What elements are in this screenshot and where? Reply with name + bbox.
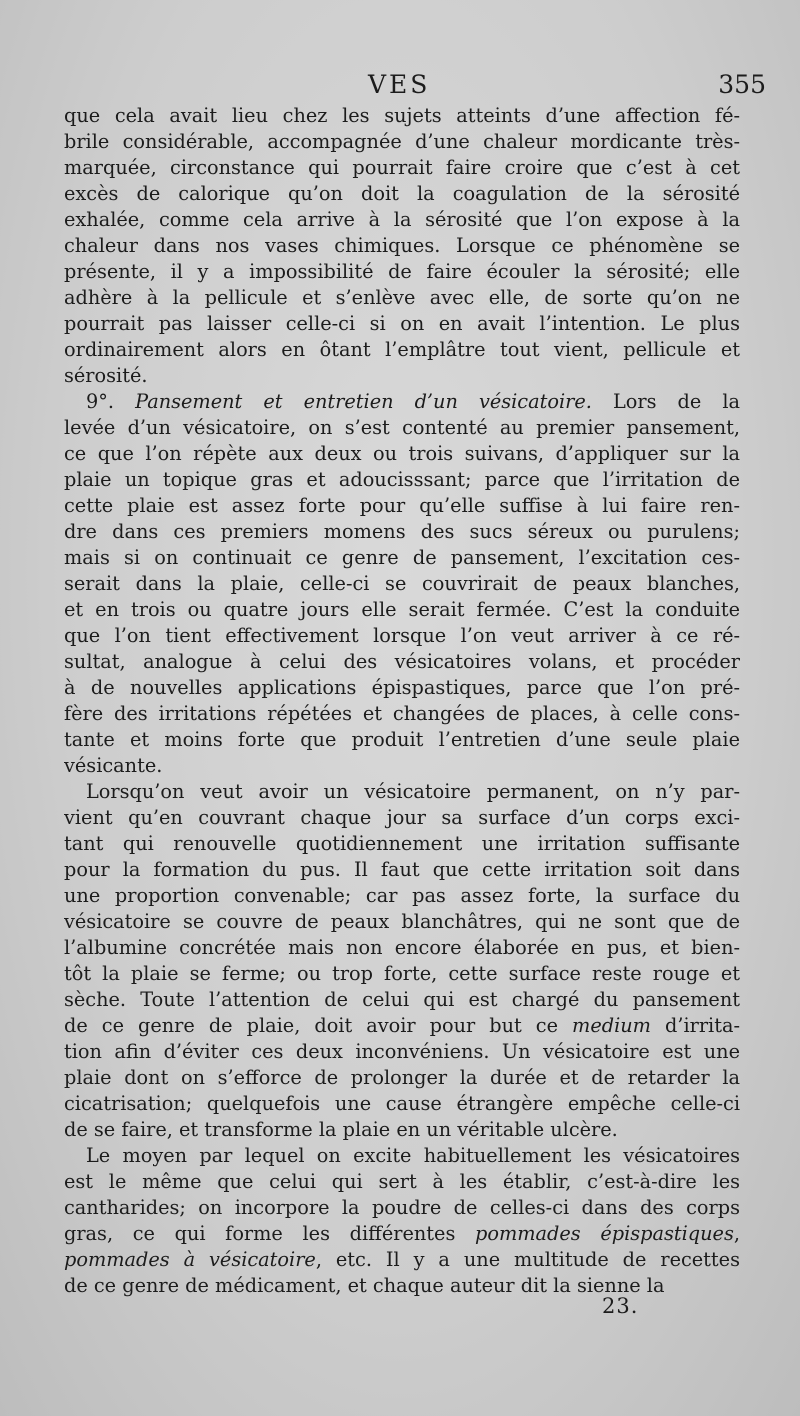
text-segment: que cela avait lieu chez les sujets atteints d’une affection fé- (64, 104, 740, 127)
text-line (64, 1143, 740, 1169)
text-segment: cette plaie est assez forte pour qu’elle suffise à lui faire ren- (64, 494, 740, 517)
text-line (64, 519, 740, 545)
text-segment: brile considérable, accompagnée d’une chaleur mordicante très- (64, 130, 740, 153)
text-segment: à de nouvelles applications épispastiques, parce que l’on pré- (64, 676, 740, 699)
text-segment: plaie dont on s’efforce de prolonger la durée et de retarder la (64, 1066, 740, 1089)
text-line (64, 727, 740, 753)
page-number: 355 (718, 70, 766, 99)
signature-mark: 23. (602, 1294, 639, 1318)
text-segment: Lors de la (591, 390, 740, 413)
text-segment: Lorsqu’on veut avoir un vésicatoire permanent, on n’y par- (86, 780, 740, 803)
text-segment: , (733, 1222, 740, 1245)
text-line (64, 1091, 740, 1117)
text-segment: l’albumine concrétée mais non encore élaborée en pus, et bien- (64, 936, 740, 959)
text-line (64, 441, 740, 467)
text-segment: cicatrisation; quelquefois une cause étrangère empêche celle-ci (64, 1092, 740, 1115)
text-line (64, 1221, 740, 1247)
text-line (64, 129, 740, 155)
text-line (64, 1065, 740, 1091)
text-line (64, 1039, 740, 1065)
text-line (64, 181, 740, 207)
text-line (64, 597, 740, 623)
text-line (64, 1169, 740, 1195)
text-line (64, 1273, 740, 1299)
text-line (64, 363, 740, 389)
text-segment: d’irrita- (650, 1014, 740, 1037)
text-line (64, 311, 740, 337)
text-line (64, 909, 740, 935)
text-segment: vésicante. (64, 754, 163, 777)
text-line (64, 103, 740, 129)
italic-text: pommades à vésicatoire (64, 1248, 316, 1271)
text-segment: de ce genre de médicament, et chaque auteur dit la sienne la (64, 1274, 665, 1297)
text-segment: sèche. Toute l’attention de celui qui est chargé du pansement (64, 988, 740, 1011)
text-segment: pourrait pas laisser celle-ci si on en avait l’intention. Le plus (64, 312, 740, 335)
text-line (64, 545, 740, 571)
text-segment: sérosité. (64, 364, 148, 387)
text-line (64, 961, 740, 987)
text-segment: présente, il y a impossibilité de faire écouler la sérosité; elle (64, 260, 740, 283)
text-line (64, 1195, 740, 1221)
text-segment: ordinairement alors en ôtant l’emplâtre tout vient, pellicule et (64, 338, 740, 361)
text-line (64, 1247, 740, 1273)
text-line (64, 805, 740, 831)
text-segment: pour la formation du pus. Il faut que cette irritation soit dans (64, 858, 740, 881)
text-segment: tôt la plaie se ferme; ou trop forte, cette surface reste rouge et (64, 962, 740, 985)
running-head (0, 64, 800, 104)
text-segment: tion afin d’éviter ces deux inconvéniens. Un vésicatoire est une (64, 1040, 740, 1063)
italic-text: pommades épispastiques (475, 1222, 734, 1245)
text-segment: levée d’un vésicatoire, on s’est contenté au premier pansement, (64, 416, 740, 439)
text-line (64, 857, 740, 883)
text-segment: plaie un topique gras et adoucisssant; parce que l’irritation de (64, 468, 740, 491)
text-segment: Le moyen par lequel on excite habituellement les vésicatoires (86, 1144, 740, 1167)
text-line (64, 753, 740, 779)
running-head-title: VES (368, 70, 431, 99)
text-line (64, 1117, 740, 1143)
text-line (64, 571, 740, 597)
italic-text: Pansement et entretien d’un vésicatoire. (135, 390, 592, 413)
text-line (64, 831, 740, 857)
text-line (64, 233, 740, 259)
text-segment: tant qui renouvelle quotidiennement une irritation suffisante (64, 832, 740, 855)
text-segment: , etc. Il y a une multitude de recettes (315, 1248, 740, 1271)
text-line (64, 675, 740, 701)
text-segment: ce que l’on répète aux deux ou trois suivans, d’appliquer sur la (64, 442, 740, 465)
italic-text: medium (572, 1014, 651, 1037)
text-segment: 9°. (86, 390, 136, 413)
text-line (64, 337, 740, 363)
text-segment: vient qu’en couvrant chaque jour sa surface d’un corps exci- (64, 806, 740, 829)
text-segment: que l’on tient effectivement lorsque l’on veut arriver à ce ré- (64, 624, 740, 647)
text-segment: de ce genre de plaie, doit avoir pour but ce (64, 1014, 573, 1037)
text-line (64, 649, 740, 675)
text-line (64, 493, 740, 519)
text-segment: adhère à la pellicule et s’enlève avec elle, de sorte qu’on ne (64, 286, 740, 309)
text-line (64, 935, 740, 961)
text-line (64, 1013, 740, 1039)
text-line (64, 259, 740, 285)
text-segment: gras, ce qui forme les différentes (64, 1222, 475, 1245)
text-line (64, 415, 740, 441)
text-segment: serait dans la plaie, celle-ci se couvrirait de peaux blanches, (64, 572, 740, 595)
text-segment: sultat, analogue à celui des vésicatoires volans, et procéder (64, 650, 740, 673)
text-line (64, 779, 740, 805)
text-segment: tante et moins forte que produit l’entretien d’une seule plaie (64, 728, 740, 751)
text-line (64, 987, 740, 1013)
text-line (64, 389, 740, 415)
text-line (64, 623, 740, 649)
text-line (64, 285, 740, 311)
text-segment: dre dans ces premiers momens des sucs séreux ou purulens; (64, 520, 740, 543)
text-segment: et en trois ou quatre jours elle serait fermée. C’est la conduite (64, 598, 740, 621)
text-segment: cantharides; on incorpore la poudre de celles-ci dans des corps (64, 1196, 740, 1219)
text-segment: est le même que celui qui sert à les établir, c’est-à-dire les (64, 1170, 740, 1193)
text-segment: une proportion convenable; car pas assez forte, la surface du (64, 884, 740, 907)
text-segment: exhalée, comme cela arrive à la sérosité que l’on expose à la (64, 208, 740, 231)
text-line (64, 467, 740, 493)
text-line (64, 701, 740, 727)
body-text (64, 103, 740, 1299)
text-segment: de se faire, et transforme la plaie en un véritable ulcère. (64, 1118, 618, 1141)
text-line (64, 207, 740, 233)
text-segment: vésicatoire se couvre de peaux blanchâtres, qui ne sont que de (64, 910, 740, 933)
text-line (64, 883, 740, 909)
text-line (64, 155, 740, 181)
text-segment: fère des irritations répétées et changées de places, à celle cons- (64, 702, 740, 725)
text-segment: excès de calorique qu’on doit la coagulation de la sérosité (64, 182, 740, 205)
text-segment: marquée, circonstance qui pourrait faire croire que c’est à cet (64, 156, 740, 179)
text-segment: chaleur dans nos vases chimiques. Lorsque ce phénomène se (64, 234, 740, 257)
text-segment: mais si on continuait ce genre de pansement, l’excitation ces- (64, 546, 740, 569)
